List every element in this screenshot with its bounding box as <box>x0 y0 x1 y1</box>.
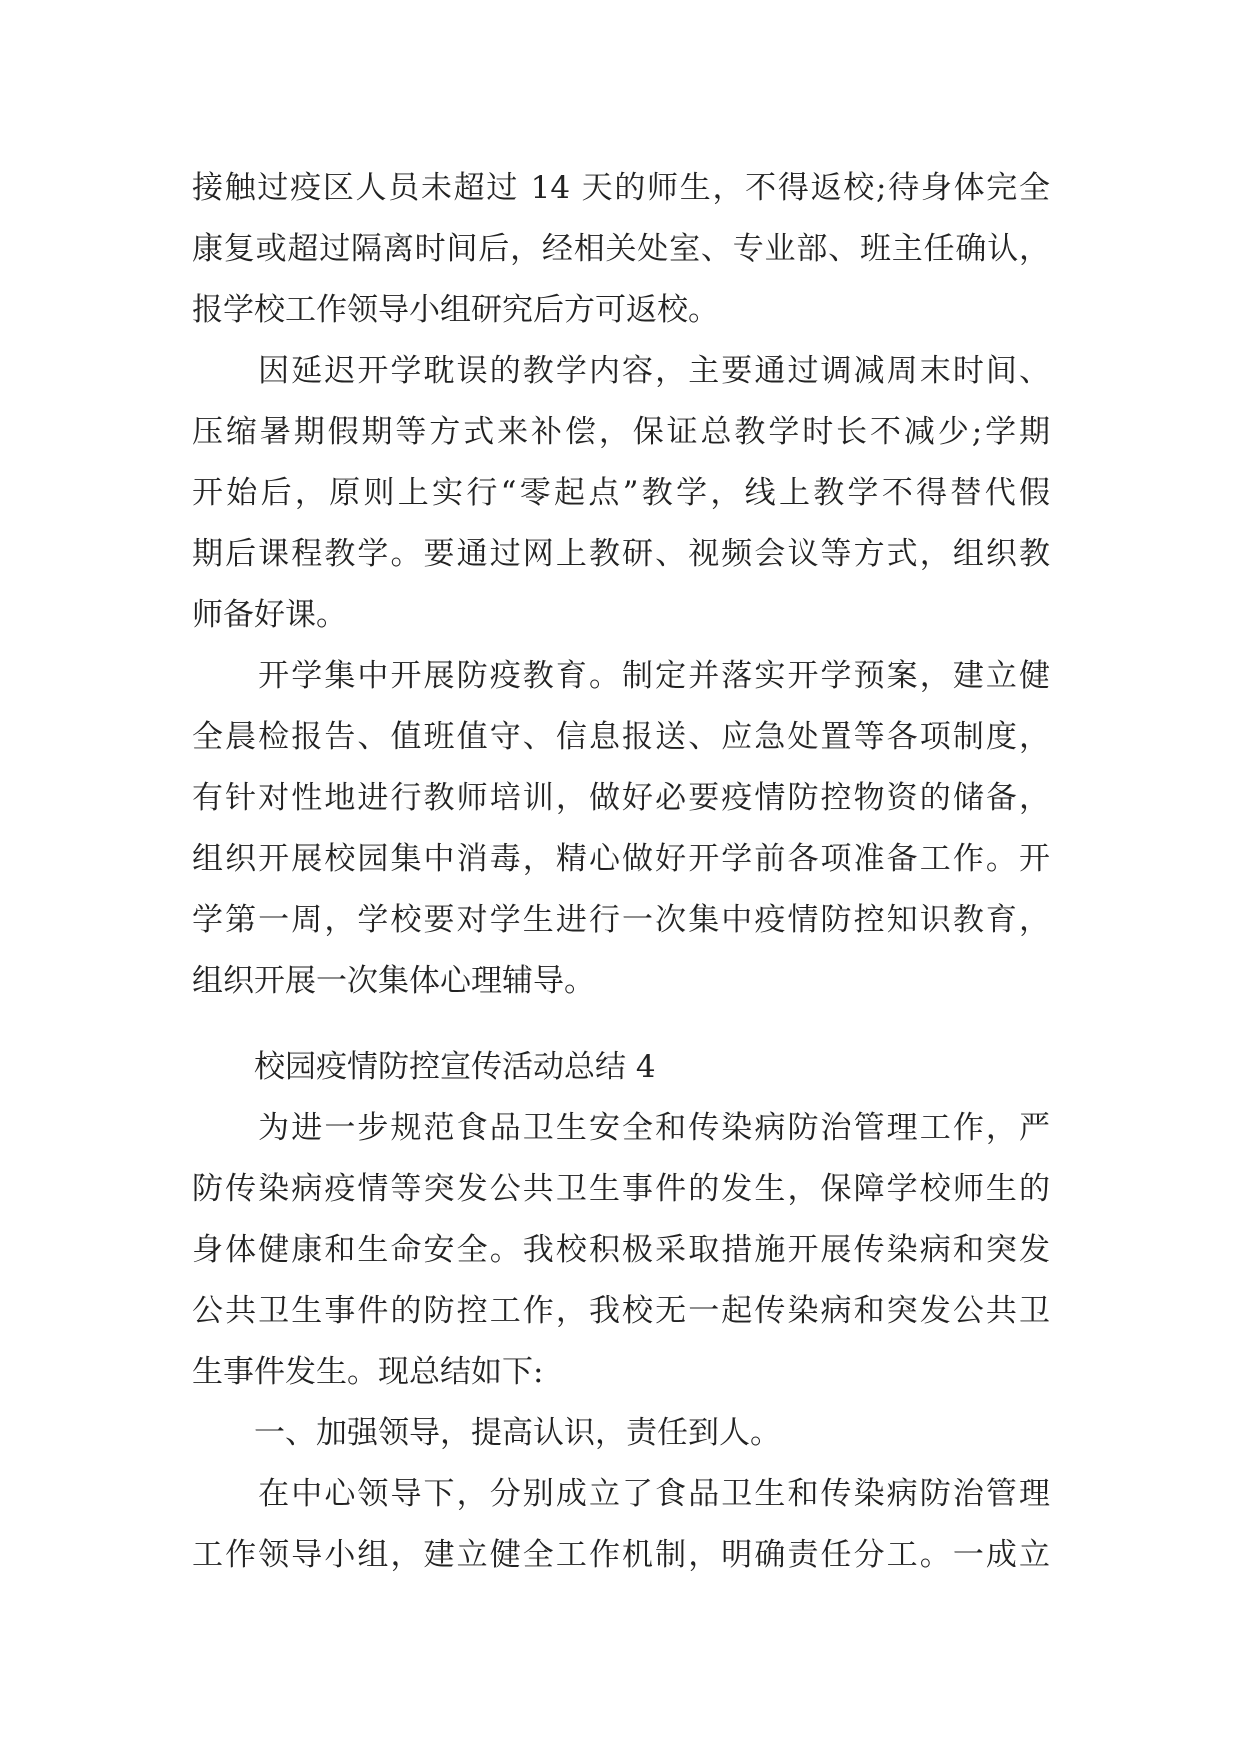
text-line: 在中心领导下，分别成立了食品卫生和传染病防治管理 <box>192 1476 1050 1512</box>
text-line: 压缩暑期假期等方式来补偿，保证总教学时长不减少;学期 <box>192 414 1050 450</box>
text-line: 公共卫生事件的防控工作，我校无一起传染病和突发公共卫 <box>192 1293 1050 1329</box>
text-line: 学第一周，学校要对学生进行一次集中疫情防控知识教育， <box>192 902 1050 938</box>
text-line: 全晨检报告、值班值守、信息报送、应急处置等各项制度， <box>192 719 1050 755</box>
text-line: 生事件发生。现总结如下: <box>192 1354 544 1390</box>
text-line: 为进一步规范食品卫生安全和传染病防治管理工作，严 <box>192 1110 1050 1146</box>
text-line: 组织开展一次集体心理辅导。 <box>192 963 595 999</box>
text-line: 防传染病疫情等突发公共卫生事件的发生，保障学校师生的 <box>192 1171 1050 1207</box>
text-line: 开始后，原则上实行“零起点”教学，线上教学不得替代假 <box>192 475 1050 511</box>
text-line: 师备好课。 <box>192 597 347 633</box>
text-line: 有针对性地进行教师培训，做好必要疫情防控物资的储备， <box>192 780 1050 816</box>
section-heading: 校园疫情防控宣传活动总结 4 <box>192 1049 656 1085</box>
text-section-b <box>192 1037 1050 1586</box>
text-line: 开学集中开展防疫教育。制定并落实开学预案，建立健 <box>192 658 1050 694</box>
text-line: 工作领导小组，建立健全工作机制，明确责任分工。一成立 <box>192 1537 1050 1573</box>
text-line: 身体健康和生命安全。我校积极采取措施开展传染病和突发 <box>192 1232 1050 1268</box>
text-line: 康复或超过隔离时间后，经相关处室、专业部、班主任确认， <box>192 231 1050 267</box>
text-line: 接触过疫区人员未超过 14 天的师生，不得返校;待身体完全 <box>192 170 1050 206</box>
text-line: 期后课程教学。要通过网上教研、视频会议等方式，组织教 <box>192 536 1050 572</box>
text-section-a <box>192 158 1050 1012</box>
text-line: 因延迟开学耽误的教学内容，主要通过调减周末时间、 <box>192 353 1050 389</box>
text-line: 组织开展校园集中消毒，精心做好开学前各项准备工作。开 <box>192 841 1050 877</box>
text-line: 报学校工作领导小组研究后方可返校。 <box>192 292 719 328</box>
subheading: 一、加强领导，提高认识，责任到人。 <box>192 1415 781 1451</box>
